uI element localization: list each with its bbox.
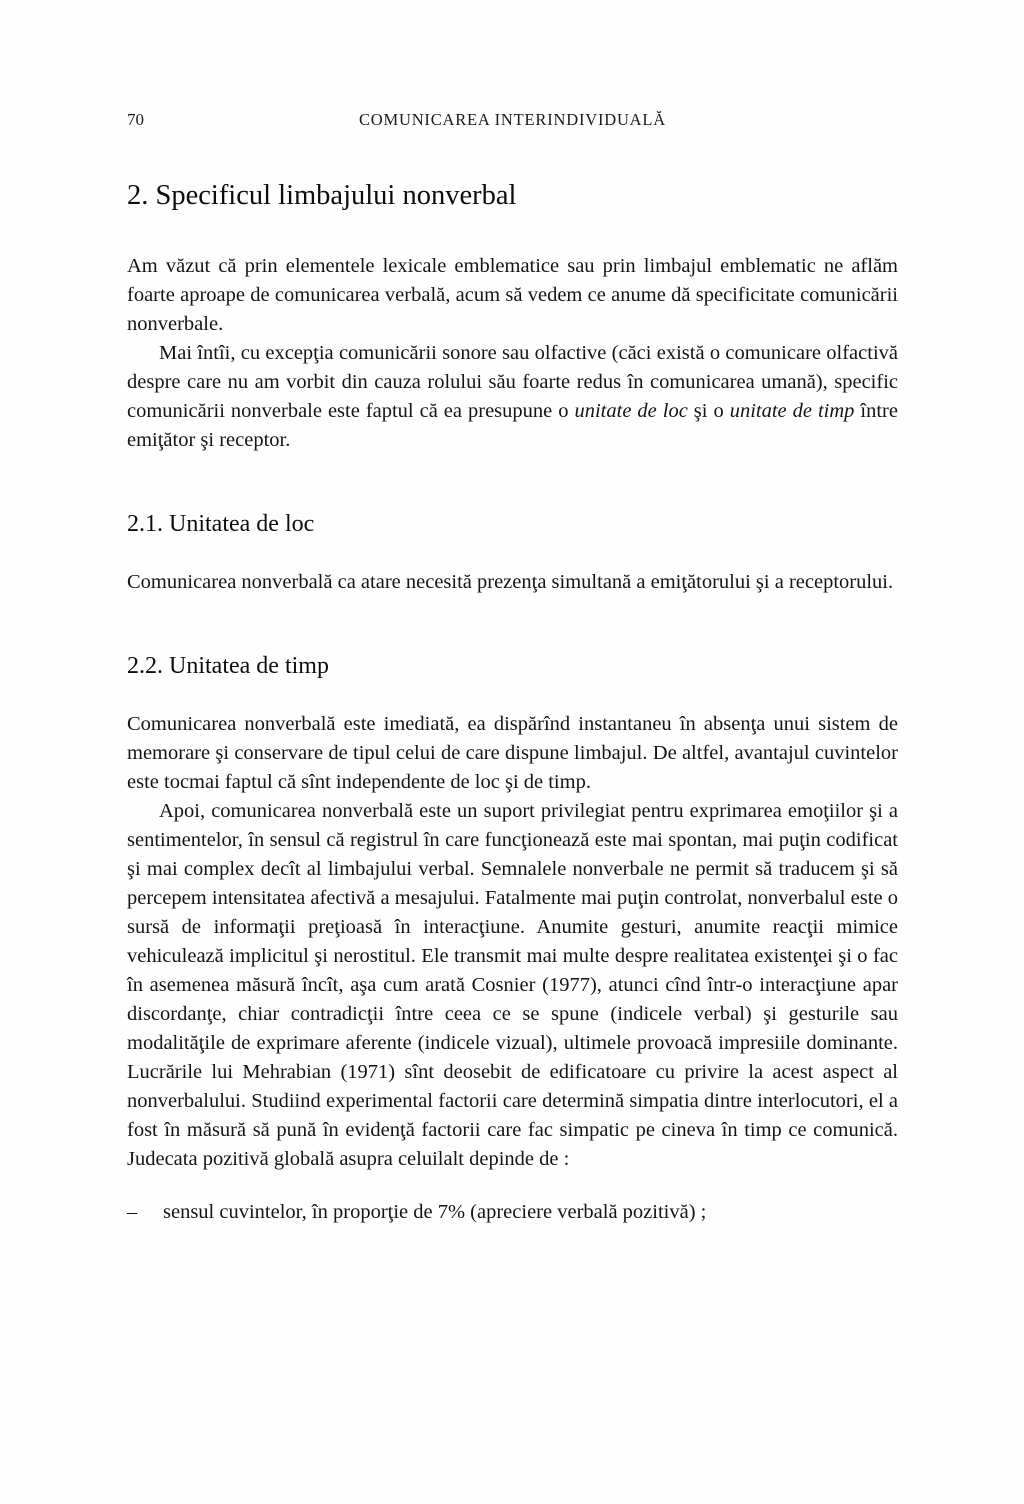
paragraph-text-segment: şi o [687,400,730,422]
paragraph-unitatea-de-timp-2: Apoi, comunicarea nonverbală este un suport privilegiat pentru exprimarea emoţiilor şi a sentimentelor, în sensul că registrul în care funcţionează este mai spontan, mai puţin codificat şi mai complex decît al limbajului verbal. Semnalele nonverbale ne permit să traducem şi să percepem intensitatea afectivă a mesajului. Fatalmente mai puţin controlat, nonverbalul este o sursă de informaţii preţioasă în interacţiune. Anumite gesturi, anumite reacţii mimice vehiculează implicitul şi nerostitul. Ele transmit mai multe despre realitatea existenţei şi o fac în asemenea măsură încît, aşa cum arată Cosnier (1977), atunci cînd într-o interacţiune apar discordanţe, chiar contradicţii între ceea ce se spune (indicele verbal) şi gesturile sau modalităţile de exprimare aferente (indicele vizual), ultimele provoacă impresiile dominante. Lucrările lui Mehrabian (1971) sînt deosebit de edificatoare cu privire la acest aspect al nonverbalului. Studiind experimental factorii care determină simpatia dintre interlocutori, el a fost în măsură să pună în evidenţă factorii care fac simpatic pe cineva în timp ce comunică. Judecata pozitivă globală asupra celuilalt depinde de : [127,800,898,1170]
paragraph-text-segment: între emiţător şi receptor. [127,400,898,451]
paragraph-unitate [127,339,898,455]
paragraph-unitatea-de-loc: Comunicarea nonverbală ca atare necesită prezenţa simultană a emiţătorului şi a receptorului. [127,571,894,593]
paragraph-unitatea-de-timp-1: Comunicarea nonverbală este imediată, ea dispărînd instantaneu în absenţa unui sistem de memorare şi conservare de tipul celui de care dispune limbajul. De altfel, avantajul cuvintelor este tocmai faptul că sînt independente de loc şi de timp. [127,713,898,793]
running-title: COMUNICAREA INTERINDIVIDUALĂ [358,110,666,129]
subsection-title-unitatea-de-loc: 2.1. Unitatea de loc [127,511,315,537]
page-number: 70 [127,110,144,129]
subsection-title-unitatea-de-timp: 2.2. Unitatea de timp [127,653,329,679]
paragraph-text-segment: Mai întîi, cu excepţia comunicării sonore sau olfactive (căci există o comunicare olfactivă despre care nu am vorbit din cauza rolului său foarte redus în comunicarea umană), specific comunicării nonverbale este faptul că ea presupune o [127,342,898,422]
section-title: 2. Specificul limbajului nonverbal [127,180,517,211]
paragraph-intro: Am văzut că prin elementele lexicale emblematice sau prin limbajul emblematic ne aflăm foarte aproape de comunicarea verbală, acum să vedem ce anume dă specificitate comunicării nonverbale. [127,255,898,335]
italic-unitate-de-timp: unitate de timp [729,400,855,422]
list-item [127,1198,898,1227]
list-item-marker: – [127,1201,138,1223]
list-item-text: sensul cuvintelor, în proporţie de 7% (apreciere verbală pozitivă) ; [163,1201,707,1223]
running-header [127,110,898,134]
italic-unitate-de-loc: unitate de loc [574,400,688,422]
